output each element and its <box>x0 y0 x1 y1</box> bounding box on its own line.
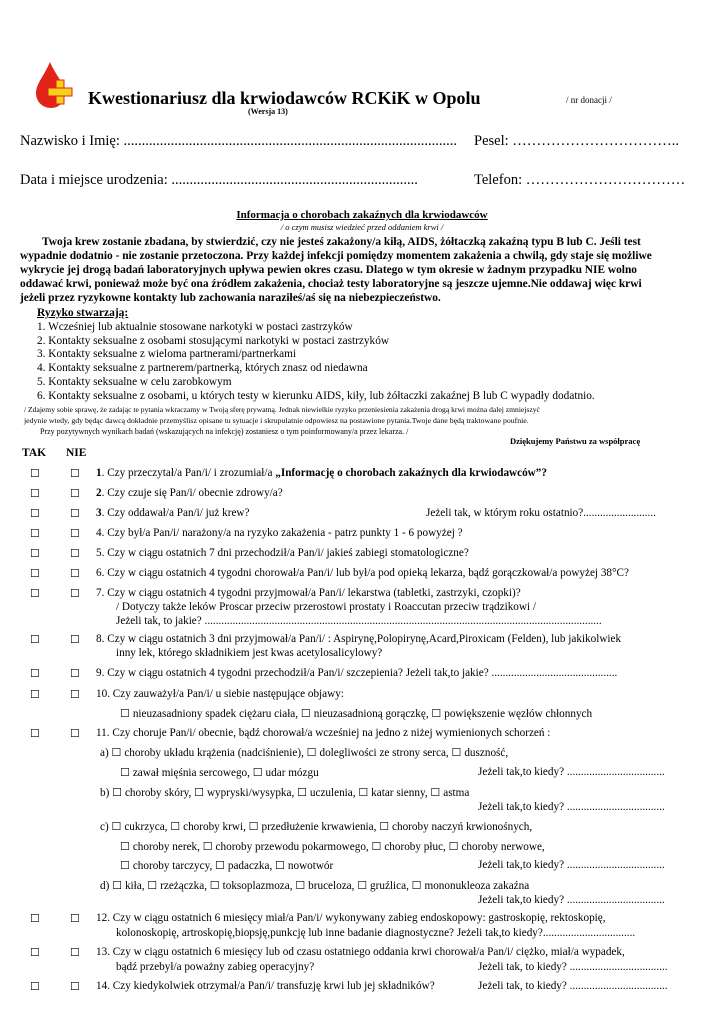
form-title: Kwestionariusz dla krwiodawców RCKiK w Opolu <box>88 88 481 108</box>
risk-item: 5. Kontakty seksualne w celu zarobkowym <box>37 376 232 388</box>
no-checkbox[interactable]: ☐ <box>70 689 80 701</box>
yes-checkbox[interactable]: ☐ <box>30 588 40 600</box>
info-paragraph <box>20 235 700 305</box>
donation-number-label: / nr donacji / <box>566 95 612 105</box>
q-text-bold: „Informację o chorobach zakaźnych dla krwiodawców”? <box>275 467 547 479</box>
risk-item: 4. Kontakty seksualne z partnerem/partnerką, których znasz od niedawna <box>37 362 368 374</box>
question-11: 11. Czy choruje Pan/i/ obecnie, bądź chorował/a wcześniej na jedno z niżej wymienionych schorzeń : <box>96 727 551 739</box>
q-text: . Czy czuje się Pan/i/ obecnie zdrowy/a? <box>101 487 283 499</box>
privacy-note: / Zdajemy sobie sprawę, że zadając te pytania wkraczamy w Twoją sferę prywatną. Jednak niewielkie ryzyko przeniesienia zakażenia drogą krwi można dalej zmniejszyć <box>24 405 540 414</box>
question-11d[interactable]: d) ☐ kiła, ☐ rzeżączka, ☐ toksoplazmoza, ☐ bruceloza, ☐ gruźlica, ☐ mononukleoza zakaźna <box>100 880 530 892</box>
yes-checkbox[interactable]: ☐ <box>30 528 40 540</box>
no-checkbox[interactable]: ☐ <box>70 508 80 520</box>
yes-checkbox[interactable]: ☐ <box>30 468 40 480</box>
question-1 <box>96 467 547 479</box>
question-10: 10. Czy zauważył/a Pan/i/ u siebie następujące objawy: <box>96 688 344 700</box>
yes-checkbox[interactable]: ☐ <box>30 981 40 993</box>
no-column-header: NIE <box>66 447 87 459</box>
question-8-cont: inny lek, którego składnikiem jest kwas acetylosalicylowy? <box>116 647 383 659</box>
info-subtitle: / o czym musisz wiedzieć przed oddaniem krwi / <box>280 222 444 232</box>
info-line: wykrycie jej drogą badań laboratoryjnych upływa pewien okres czasu. Dlatego w tym okresie w żadnym przypadku NIE wolno <box>20 264 638 276</box>
risk-item: 2. Kontakty seksualne z osobami stosującymi narkotyki w postaci zastrzyków <box>37 335 390 347</box>
question-7: 7. Czy w ciągu ostatnich 4 tygodni przyjmował/a Pan/i/ lekarstwa (tabletki, zastrzyki, czopki)? <box>96 587 521 599</box>
risk-item: 6. Kontakty seksualne z osobami, u których testy w kierunku AIDS, kiły, lub żółtaczki zakaźnej B lub C wypadły dodatnio. <box>37 390 595 402</box>
no-checkbox[interactable]: ☐ <box>70 668 80 680</box>
question-4: 4. Czy był/a Pan/i/ narażony/a na ryzyko zakażenia - patrz punkty 1 - 6 powyżej ? <box>96 527 463 539</box>
yes-checkbox[interactable]: ☐ <box>30 689 40 701</box>
no-checkbox[interactable]: ☐ <box>70 981 80 993</box>
no-checkbox[interactable]: ☐ <box>70 913 80 925</box>
info-line: oddawać krwi, ponieważ może być ona źródłem zakażenia, chociaż testy laboratoryjne są jeszcze ujemne.Nie oddawaj więc krwi <box>20 278 642 290</box>
risk-item: 3. Kontakty seksualne z wieloma partnerami/partnerkami <box>37 348 297 360</box>
question-7-followup[interactable]: Jeżeli tak, to jakie? .............................................................................................................................................. <box>116 615 602 627</box>
question-11a-followup[interactable]: Jeżeli tak,to kiedy? ................................... <box>478 766 665 778</box>
question-13-followup[interactable]: Jeżeli tak, to kiedy? ................................... <box>478 961 668 973</box>
q-number: 1 <box>96 467 102 479</box>
question-6: 6. Czy w ciągu ostatnich 4 tygodni chorował/a Pan/i/ lub był/a pod opieką lekarza, bądź gorączkował/a powyżej 38°C? <box>96 567 629 579</box>
question-13-cont: bądź przebył/a poważny zabieg operacyjny? <box>116 961 315 973</box>
privacy-note: jedynie wtedy, gdy będąc dawcą dokładnie przemyślisz opisane tu sytuacje i skrupulatnie odpowiesz na postawione pytania.Twoje dane będą traktowane poufnie. <box>24 416 529 425</box>
q-text: . Czy przeczytał/a Pan/i/ i zrozumiał/a <box>101 467 276 479</box>
question-11c-cont2[interactable]: ☐ choroby tarczycy, ☐ padaczka, ☐ nowotwór <box>120 860 334 872</box>
info-line: wypadnie dodatnio - nie zostanie przetoczona. Przy każdej infekcji pomiędzy momentem zakażenia a chwilą, gdy staje się możliwe <box>20 250 652 262</box>
question-11a-cont[interactable]: ☐ zawał mięśnia sercowego, ☐ udar mózgu <box>120 767 319 779</box>
q-number: 2 <box>96 487 102 499</box>
question-7-note: / Dotyczy także leków Proscar przeciw przerostowi prostaty i Roaccutan przeciw trądzikowi / <box>116 601 536 613</box>
risk-item: 1. Wcześniej lub aktualnie stosowane narkotyki w postaci zastrzyków <box>37 321 353 333</box>
no-checkbox[interactable]: ☐ <box>70 548 80 560</box>
question-3 <box>96 507 249 519</box>
privacy-note: Przy pozytywnych wynikach badań (wskazujących na infekcję) zostaniesz o tym poinformowany/a przez lekarza. / <box>40 427 409 436</box>
yes-checkbox[interactable]: ☐ <box>30 568 40 580</box>
blood-drop-logo <box>30 60 80 110</box>
question-8: 8. Czy w ciągu ostatnich 3 dni przyjmował/a Pan/i/ : Aspirynę,Polopirynę,Acard,Piroxicam (Felden), lub jakikolwiek <box>96 633 622 645</box>
no-checkbox[interactable]: ☐ <box>70 947 80 959</box>
yes-checkbox[interactable]: ☐ <box>30 488 40 500</box>
no-checkbox[interactable]: ☐ <box>70 488 80 500</box>
q-text: . Czy oddawał/a Pan/i/ już krew? <box>101 507 250 519</box>
info-title: Informacja o chorobach zakaźnych dla krwiodawców <box>236 209 488 221</box>
question-2 <box>96 487 283 499</box>
question-12: 12. Czy w ciągu ostatnich 6 miesięcy miał/a Pan/i/ wykonywany zabieg endoskopowy: gastroskopię, rektoskopię, <box>96 912 606 924</box>
question-14: 14. Czy kiedykolwiek otrzymał/a Pan/i/ transfuzję krwi lub jej składników? <box>96 980 435 992</box>
question-3-followup[interactable]: Jeżeli tak, w którym roku ostatnio?.......................... <box>426 507 656 519</box>
yes-checkbox[interactable]: ☐ <box>30 668 40 680</box>
no-checkbox[interactable]: ☐ <box>70 588 80 600</box>
question-9: 9. Czy w ciągu ostatnich 4 tygodni przechodził/a Pan/i/ szczepienia? Jeżeli tak,to jakie? ............................................. <box>96 667 618 679</box>
question-14-followup[interactable]: Jeżeli tak, to kiedy? ................................... <box>478 980 668 992</box>
pesel-field[interactable]: Pesel: …………………………….. <box>474 133 680 149</box>
version-label: (Wersja 13) <box>248 107 288 116</box>
yes-column-header: TAK <box>22 447 47 459</box>
birth-field[interactable]: Data i miejsce urodzenia: .................................................................... <box>20 172 418 188</box>
question-11c[interactable]: c) ☐ cukrzyca, ☐ choroby krwi, ☐ przedłużenie krwawienia, ☐ choroby naczyń krwionośnych, <box>100 821 533 833</box>
yes-checkbox[interactable]: ☐ <box>30 508 40 520</box>
question-11d-followup[interactable]: Jeżeli tak,to kiedy? ................................... <box>478 894 665 906</box>
no-checkbox[interactable]: ☐ <box>70 568 80 580</box>
no-checkbox[interactable]: ☐ <box>70 634 80 646</box>
thanks-note: Dziękujemy Państwu za współpracę <box>510 436 641 446</box>
yes-checkbox[interactable]: ☐ <box>30 728 40 740</box>
yes-checkbox[interactable]: ☐ <box>30 548 40 560</box>
phone-field[interactable]: Telefon: …………………………… <box>474 172 686 188</box>
question-10-options[interactable]: ☐ nieuzasadniony spadek ciężaru ciała, ☐ nieuzasadnioną gorączkę, ☐ powiększenie węzłów chłonnych <box>120 708 593 720</box>
no-checkbox[interactable]: ☐ <box>70 728 80 740</box>
yes-checkbox[interactable]: ☐ <box>30 634 40 646</box>
no-checkbox[interactable]: ☐ <box>70 528 80 540</box>
question-11b[interactable]: b) ☐ choroby skóry, ☐ wypryski/wysypka, ☐ uczulenia, ☐ katar sienny, ☐ astma <box>100 787 470 799</box>
info-line: Twoja krew zostanie zbadana, by stwierdzić, czy nie jesteś zakażony/a kiłą, AIDS, żółtaczką zakaźną typu B lub C. Jeśli test <box>42 236 641 248</box>
question-11c-cont[interactable]: ☐ choroby nerek, ☐ choroby przewodu pokarmowego, ☐ choroby płuc, ☐ choroby nerwowe, <box>120 841 545 853</box>
yes-checkbox[interactable]: ☐ <box>30 947 40 959</box>
question-5: 5. Czy w ciągu ostatnich 7 dni przechodził/a Pan/i/ jakieś zabiegi stomatologiczne? <box>96 547 469 559</box>
yes-checkbox[interactable]: ☐ <box>30 913 40 925</box>
question-11b-followup[interactable]: Jeżeli tak,to kiedy? ................................... <box>478 801 665 813</box>
info-line: jeżeli przez ryzykowne kontakty lub zachowania naraziłeś/aś się na niebezpieczeństwo. <box>20 292 441 304</box>
question-13: 13. Czy w ciągu ostatnich 6 miesięcy lub od czasu ostatniego oddania krwi chorował/a Pan/i/ ciężko, miał/a wypadek, <box>96 946 625 958</box>
risk-heading: Ryzyko stwarzają: <box>37 307 129 319</box>
question-11c-followup[interactable]: Jeżeli tak,to kiedy? ................................... <box>478 859 665 871</box>
name-field[interactable]: Nazwisko i Imię: ............................................................................................ <box>20 133 457 149</box>
question-12-cont[interactable]: kolonoskopię, artroskopię,biopsję,punkcję lub inne badanie diagnostyczne? Jeżeli tak,to kiedy?................................. <box>116 927 636 939</box>
question-11a[interactable]: a) ☐ choroby układu krążenia (nadciśnienie), ☐ dolegliwości ze strony serca, ☐ duszność, <box>100 747 509 759</box>
no-checkbox[interactable]: ☐ <box>70 468 80 480</box>
q-number: 3 <box>96 507 102 519</box>
